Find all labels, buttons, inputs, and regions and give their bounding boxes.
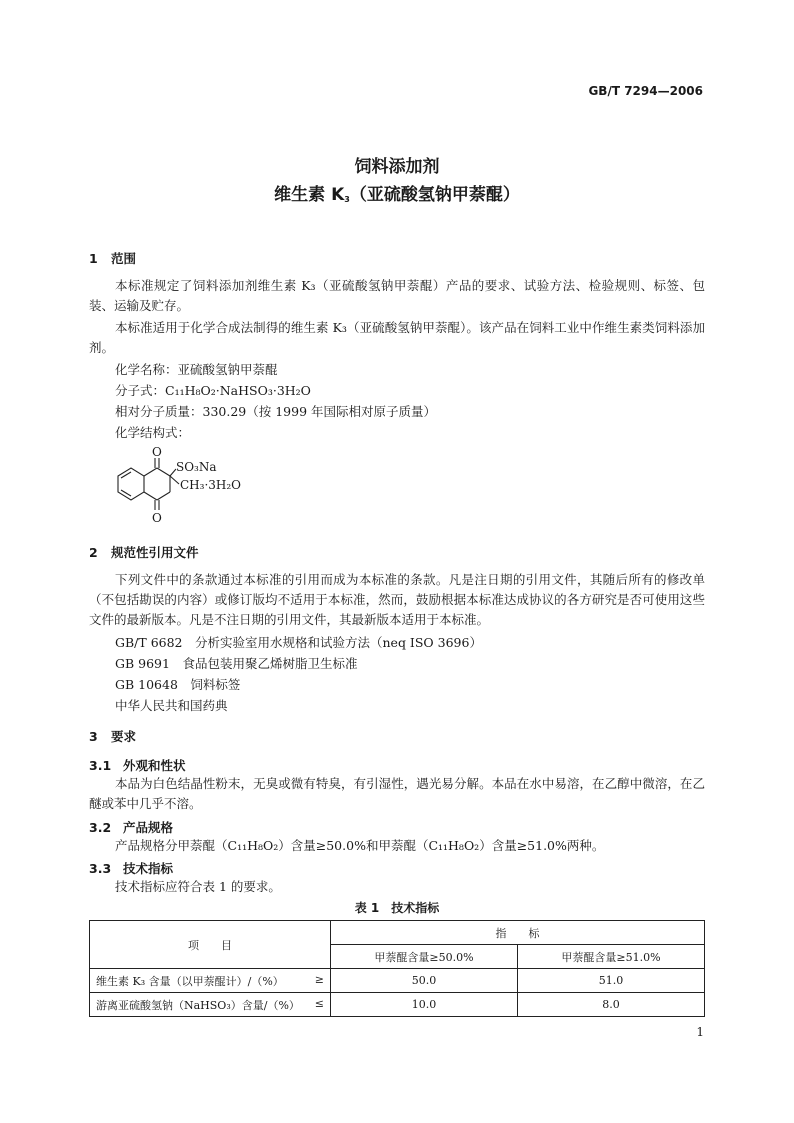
- row-item-cell: [90, 969, 331, 993]
- table-row: [90, 993, 705, 1017]
- oxygen-bottom-label: O: [152, 511, 162, 525]
- section-2-title: 规范性引用文件: [111, 545, 199, 560]
- section-3-title: 要求: [111, 729, 137, 744]
- section-3-3-heading: [89, 859, 173, 877]
- row-item-label: 游离亚硫酸氢钠（NaHSO₃）含量/（%）: [96, 998, 300, 1012]
- section-3-2-heading: [89, 818, 173, 836]
- ring-bond: [157, 468, 170, 476]
- section-2-heading: [89, 543, 199, 561]
- ring-bond: [157, 492, 170, 500]
- header-index-cell: 指 标: [331, 921, 705, 945]
- section-1-heading: [89, 249, 136, 267]
- row-item-relation: ≤: [314, 996, 324, 1010]
- methyl-hydrate-label: CH₃·3H₂O: [180, 478, 242, 492]
- table-row: [90, 969, 705, 993]
- structure-label: 化学结构式：: [115, 425, 191, 440]
- section-3-heading: [89, 727, 136, 745]
- section-1-paragraph-2: 本标准适用于化学合成法制得的维生素 K₃（亚硫酸氢钠甲萘醌）。该产品在饲料工业中作维生素类饲料添加剂。: [89, 320, 705, 355]
- row-item-label: 维生素 K₃ 含量（以甲萘醌计）/（%）: [96, 974, 284, 988]
- header-col-50: 甲萘醌含量≥50.0%: [331, 945, 518, 969]
- row-value-cell: 10.0: [331, 993, 518, 1017]
- molecular-formula: 分子式：C₁₁H₈O₂·NaHSO₃·3H₂O: [115, 383, 311, 398]
- ring-bond: [144, 468, 157, 476]
- title-line-2: [0, 180, 794, 205]
- section-3-2-text: 产品规格分甲萘醌（C₁₁H₈O₂）含量≥50.0%和甲萘醌（C₁₁H₈O₂）含量≥51.0%两种。: [115, 838, 605, 853]
- spec-table: [89, 920, 705, 1017]
- benzene-ring: [118, 468, 144, 500]
- reference-item: GB 9691 食品包装用聚乙烯树脂卫生标准: [115, 656, 358, 671]
- reference-item: GB 10648 饲料标签: [115, 677, 241, 692]
- chemical-name: 化学名称：亚硫酸氢钠甲萘醌: [115, 362, 278, 377]
- section-3-number: 3: [89, 729, 98, 744]
- row-value-cell: 8.0: [518, 993, 705, 1017]
- row-item-cell: [90, 993, 331, 1017]
- section-3-3-text: 技术指标应符合表 1 的要求。: [115, 879, 281, 894]
- ring-bond: [144, 492, 157, 500]
- section-1-number: 1: [89, 251, 98, 266]
- oxygen-top-label: O: [152, 445, 162, 459]
- section-3-1-number: 3.1: [89, 758, 112, 773]
- row-value-cell: 51.0: [518, 969, 705, 993]
- title-line-2-sub: 3: [344, 195, 350, 204]
- methyl-bond: [170, 476, 179, 484]
- reference-item: 中华人民共和国药典: [115, 698, 228, 713]
- standard-code: GB/T 7294—2006: [588, 84, 703, 98]
- section-3-2-number: 3.2: [89, 820, 112, 835]
- section-2-paragraph: 下列文件中的条款通过本标准的引用而成为本标准的条款。凡是注日期的引用文件，其随后所有的修改单（不包括勘误的内容）或修订版均不适用于本标准，然而，鼓励根据本标准达成协议的各方研究是否可使用这些文件的最新版本。凡是不注日期的引用文件，其最新版本适用于本标准。: [89, 572, 705, 627]
- header-col-51: 甲萘醌含量≥51.0%: [518, 945, 705, 969]
- section-1-title: 范围: [111, 251, 137, 266]
- section-1-paragraph-1: 本标准规定了饲料添加剂维生素 K₃（亚硫酸氢钠甲萘醌）产品的要求、试验方法、检验规则、标签、包装、运输及贮存。: [89, 278, 705, 313]
- section-3-3-title: 技术指标: [123, 861, 174, 876]
- table-1-caption: 表 1 技术指标: [354, 901, 440, 915]
- title-line-1: 饲料添加剂: [354, 157, 440, 177]
- row-value-cell: 50.0: [331, 969, 518, 993]
- table-header-row: [90, 921, 705, 945]
- section-3-1-heading: [89, 756, 186, 774]
- section-3-3-number: 3.3: [89, 861, 112, 876]
- title-line-2-suffix: （亚硫酸氢钠甲萘醌）: [349, 185, 520, 205]
- title-line-2-prefix: 维生素 K: [274, 185, 345, 205]
- header-item-cell: 项 目: [90, 921, 331, 969]
- molecular-mass: 相对分子质量：330.29（按 1999 年国际相对原子质量）: [115, 404, 436, 419]
- chemical-structure-diagram: [110, 442, 270, 530]
- reference-item: GB/T 6682 分析实验室用水规格和试验方法（neq ISO 3696）: [115, 635, 482, 650]
- page-number: 1: [696, 1025, 704, 1039]
- section-3-1-title: 外观和性状: [123, 758, 186, 773]
- row-item-relation: ≥: [314, 972, 324, 986]
- sulfonate-label: SO₃Na: [176, 460, 217, 474]
- section-3-1-text: 本品为白色结晶性粉末，无臭或微有特臭，有引湿性，遇光易分解。本品在水中易溶，在乙醇中微溶，在乙醚或苯中几乎不溶。: [89, 776, 705, 811]
- section-2-number: 2: [89, 545, 98, 560]
- section-3-2-title: 产品规格: [123, 820, 174, 835]
